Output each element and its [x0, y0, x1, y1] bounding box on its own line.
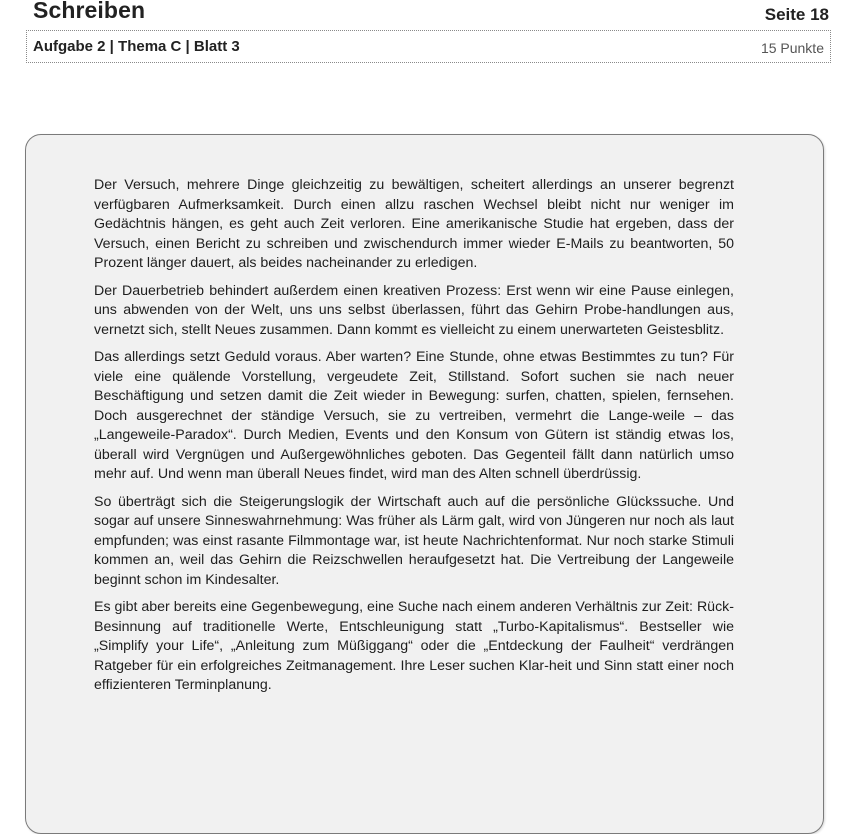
page-number: Seite 18 [764, 5, 829, 24]
task-info-bar [26, 30, 831, 63]
section-title: Schreiben [33, 0, 146, 23]
task-points: 15 Punkte [760, 40, 824, 56]
article-text [94, 176, 734, 704]
article-paragraph-4: So überträgt sich die Steigerungslogik der Wirtschaft auch auf die persönliche Glückssuche. Und sogar auf unsere Sinneswahrnehmung: Was früher als Lärm galt, wird von Jüngeren nur noch als laut empfunden; was einst rasante Filmmontage war, ist heute Nachrichtenformat. Nur noch starke Stimuli kommen an, weil das Gehirn die Reizschwellen heraufgesetzt hat. Die Vertreibung der Langeweile beginnt schon im Kindesalter. [94, 493, 734, 588]
article-paragraph-5: Es gibt aber bereits eine Gegenbewegung, eine Suche nach einem anderen Verhältnis zur Zeit: Rück-Besinnung auf traditionelle Werte, Entschleunigung statt „Turbo-Kapitalismus“. Bestseller wie „Simplify your Life“, „Anleitung zum Müßiggang“ oder die „Entdeckung der Faulheit“ verdrängen Ratgeber für ein erfolgreiches Zeitmanagement. Ihre Leser suchen Klar-heit und Sinn statt einer noch effizienteren Terminplanung. [94, 599, 734, 693]
article-paragraph-2: Der Dauerbetrieb behindert außerdem einen kreativen Prozess: Erst wenn wir eine Pause einlegen, uns abwenden von der Welt, uns uns selbst überlassen, führt das Gehirn Probe-handlungen aus, vernetzt sich, stellt Neues zusammen. Dann kommt es vielleicht zu einem unerwarteten Geistesblitz. [94, 282, 734, 338]
article-paragraph-1: Der Versuch, mehrere Dinge gleichzeitig zu bewältigen, scheitert allerdings an unserer begrenzt verfügbaren Aufmerksamkeit. Durch einen allzu raschen Wechsel bleibt nicht nur weniger im Gedächtnis hängen, es geht auch Zeit verloren. Eine amerikanische Studie hat ergeben, dass der Versuch, einen Bericht zu schreiben und zwischendurch immer wieder E-Mails zu beantworten, 50 Prozent länger dauert, als beides nacheinander zu erledigen. [94, 177, 734, 271]
article-paragraph-3: Das allerdings setzt Geduld voraus. Aber warten? Eine Stunde, ohne etwas Bestimmtes zu tun? Für viele eine quälende Vorstellung, vergeudete Zeit, Stillstand. Sofort suchen sie nach neuer Beschäftigung und setzen damit die Zeit wieder in Bewegung: surfen, chatten, spielen, fernsehen. Doch ausgerechnet der ständige Versuch, sie zu vertreiben, vermehrt die Lange-weile – das „Langeweile-Paradox“. Durch Medien, Events und den Konsum von Gütern ist ständig etwas los, überall wird Vergnügen und Außergewöhnliches geboten. Das Gegenteil fällt dann natürlich umso mehr auf. Und wenn man überall Neues findet, wird man des Alten schnell überdrüssig. [94, 349, 734, 482]
page-header [33, 0, 829, 29]
task-label: Aufgabe 2 | Thema C | Blatt 3 [33, 38, 240, 55]
reading-text-box [25, 134, 824, 834]
